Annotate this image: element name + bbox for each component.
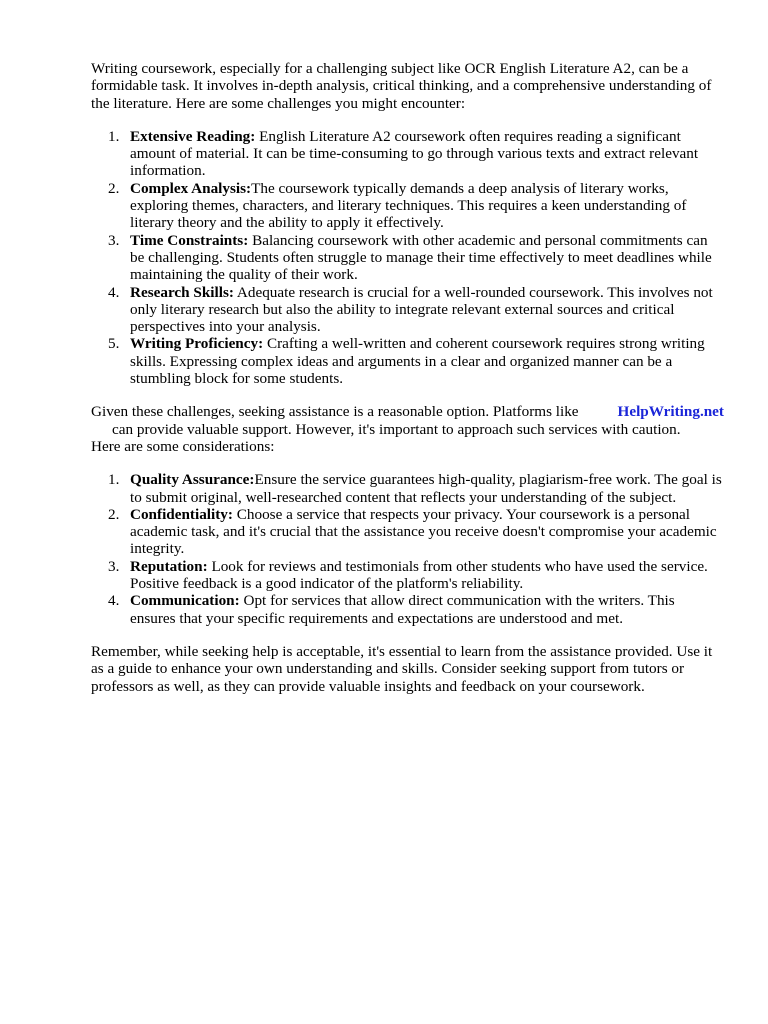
helpwriting-link[interactable]: HelpWriting.net (617, 403, 724, 421)
list-item-text: The coursework typically demands a deep analysis of literary works, exploring themes, characters, and literary techniques. This requires a keen understanding of literary theory and the ability to apply it effectively. (130, 179, 687, 232)
list-number: 5. (108, 335, 120, 353)
list-item (91, 284, 723, 336)
list-item (91, 506, 723, 558)
assistance-lead: Given these challenges, seeking assistance is a reasonable option. Platforms like (91, 403, 579, 421)
list-item-term: Confidentiality: (130, 505, 233, 523)
list-item-term: Quality Assurance: (130, 471, 255, 489)
list-item-term: Research Skills: (130, 283, 234, 301)
challenges-list (91, 128, 723, 387)
assistance-paragraph (91, 403, 723, 455)
list-item-term: Communication: (130, 592, 240, 610)
intro-paragraph: Writing coursework, especially for a challenging subject like OCR English Literature A2, can be a formidable task. It involves in-depth analysis, critical thinking, and a comprehensive understanding of the literature. Here are some challenges you might encounter: (91, 60, 712, 112)
assistance-line-3: Here are some considerations: (91, 437, 275, 455)
list-item-text: Opt for services that allow direct communication with the writers. This ensures that your specific requirements and expectations are understood and met. (130, 592, 675, 627)
list-item (91, 592, 723, 627)
considerations-list (91, 471, 723, 627)
list-item (91, 180, 723, 232)
list-number: 4. (108, 592, 120, 610)
list-item-text: Ensure the service guarantees high-quality, plagiarism-free work. The goal is to submit original, well-researched content that reflects your understanding of the subject. (130, 471, 722, 506)
list-item-text: Look for reviews and testimonials from other students who have used the service. Positive feedback is a good indicator of the platform's reliability. (130, 557, 708, 593)
list-item-text: Adequate research is crucial for a well-rounded coursework. This involves not only literary research but also the ability to integrate relevant external sources and critical perspectives into your analysis. (130, 283, 713, 336)
list-item (91, 471, 723, 506)
list-item-term: Time Constraints: (130, 231, 249, 249)
list-item (91, 128, 723, 180)
list-number: 3. (108, 231, 120, 249)
closing-paragraph: Remember, while seeking help is acceptable, it's essential to learn from the assistance provided. Use it as a guide to enhance your own understanding and skills. Consider seeking support from tutors or professors as well, as they can provide valuable insights and feedback on your coursework. (91, 642, 713, 695)
list-number: 1. (108, 471, 120, 489)
list-number: 3. (108, 557, 120, 575)
list-number: 2. (108, 505, 120, 523)
list-item (91, 232, 723, 284)
list-number: 4. (108, 283, 120, 301)
list-number: 1. (108, 127, 120, 145)
list-item (91, 558, 723, 593)
list-item-text: Balancing coursework with other academic and personal commitments can be challenging. Students often struggle to manage their time effectively to meet deadlines while maintaining the quality of their work. (130, 231, 712, 284)
list-item-term: Extensive Reading: (130, 127, 256, 145)
list-number: 2. (108, 179, 120, 197)
list-item-text: Crafting a well-written and coherent coursework requires strong writing skills. Expressing complex ideas and arguments in a clear and organized manner can be a stumbling block for some students. (130, 335, 705, 388)
list-item-term: Reputation: (130, 557, 208, 575)
list-item-text: English Literature A2 coursework often requires reading a significant amount of material. It can be time-consuming to go through various texts and extract relevant information. (130, 127, 699, 180)
list-item-term: Writing Proficiency: (130, 335, 264, 353)
list-item-term: Complex Analysis: (130, 179, 252, 197)
list-item-text: Choose a service that respects your privacy. Your coursework is a personal academic task, and it's crucial that the assistance you receive doesn't compromise your academic integrity. (130, 505, 717, 558)
document-page (91, 60, 723, 695)
assistance-line-2: can provide valuable support. However, it's important to approach such services with caution. (112, 420, 681, 438)
list-item (91, 335, 723, 387)
